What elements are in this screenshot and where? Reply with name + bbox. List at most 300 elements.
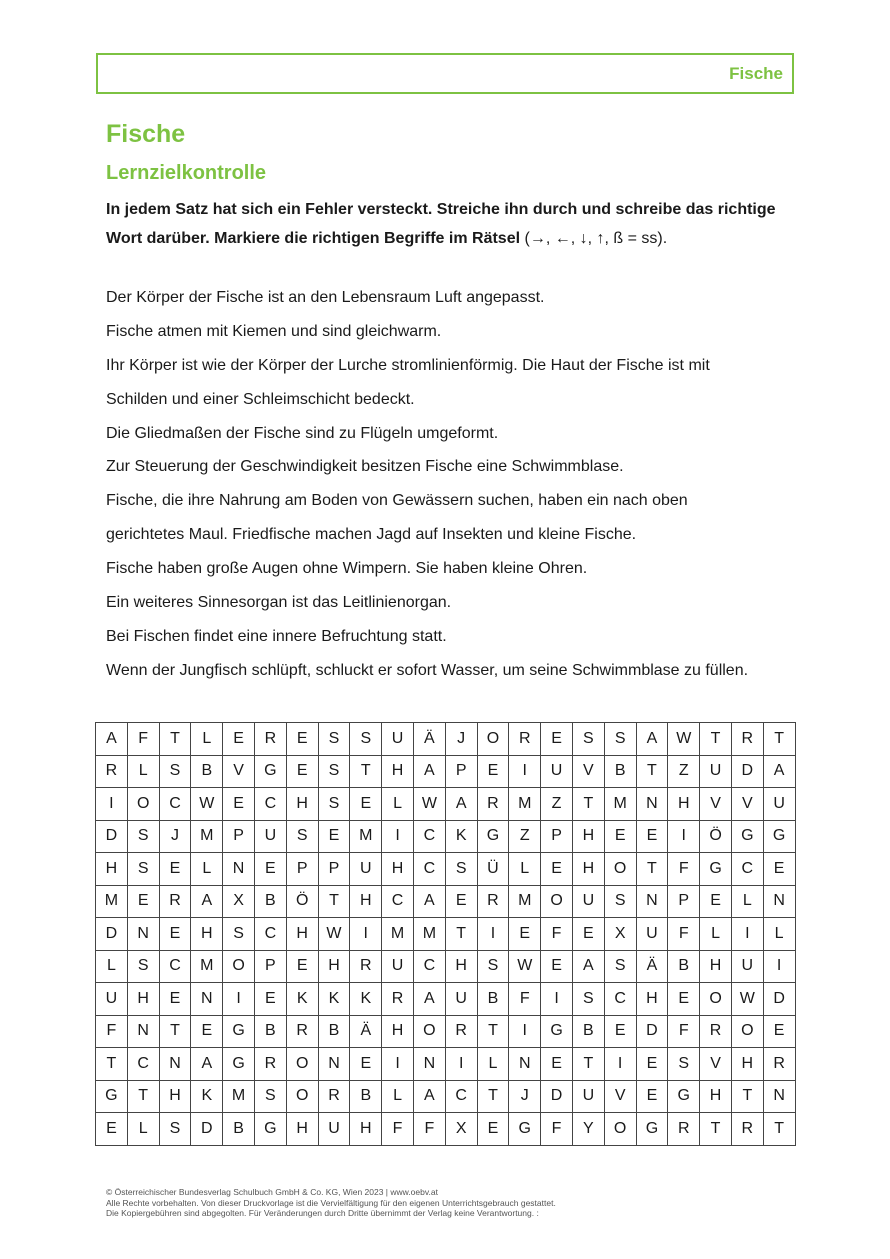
grid-cell[interactable]: F bbox=[668, 853, 700, 886]
grid-cell[interactable]: C bbox=[445, 1080, 477, 1113]
grid-cell[interactable]: A bbox=[413, 1080, 445, 1113]
grid-cell[interactable]: L bbox=[509, 853, 541, 886]
sentence-item: Fische atmen mit Kiemen und sind gleichwarm. bbox=[106, 322, 442, 340]
grid-cell[interactable]: U bbox=[445, 983, 477, 1016]
grid-cell[interactable]: E bbox=[96, 1113, 128, 1146]
grid-cell[interactable]: S bbox=[286, 820, 318, 853]
grid-cell[interactable]: W bbox=[318, 918, 350, 951]
grid-row bbox=[96, 950, 796, 983]
grid-cell[interactable]: H bbox=[318, 950, 350, 983]
grid-cell[interactable]: C bbox=[127, 1048, 159, 1081]
grid-cell[interactable]: C bbox=[413, 820, 445, 853]
grid-cell[interactable]: S bbox=[445, 853, 477, 886]
grid-cell[interactable]: J bbox=[159, 820, 191, 853]
grid-row bbox=[96, 918, 796, 951]
grid-cell[interactable]: W bbox=[509, 950, 541, 983]
grid-cell[interactable]: H bbox=[445, 950, 477, 983]
grid-cell[interactable]: I bbox=[382, 820, 414, 853]
grid-cell[interactable]: M bbox=[191, 820, 223, 853]
grid-cell[interactable]: E bbox=[541, 950, 573, 983]
grid-cell[interactable]: T bbox=[763, 1113, 795, 1146]
grid-cell[interactable]: N bbox=[763, 1080, 795, 1113]
grid-cell[interactable]: S bbox=[604, 950, 636, 983]
grid-cell[interactable]: D bbox=[763, 983, 795, 1016]
grid-cell[interactable]: K bbox=[350, 983, 382, 1016]
grid-cell[interactable]: E bbox=[604, 820, 636, 853]
grid-cell[interactable]: E bbox=[763, 1015, 795, 1048]
grid-cell[interactable]: U bbox=[318, 1113, 350, 1146]
grid-cell[interactable]: R bbox=[700, 1015, 732, 1048]
grid-cell[interactable]: Ä bbox=[350, 1015, 382, 1048]
grid-cell[interactable]: X bbox=[604, 918, 636, 951]
grid-cell[interactable]: H bbox=[286, 788, 318, 821]
grid-cell[interactable]: E bbox=[541, 853, 573, 886]
grid-cell[interactable]: I bbox=[477, 918, 509, 951]
grid-cell[interactable]: V bbox=[223, 755, 255, 788]
grid-cell[interactable]: U bbox=[572, 885, 604, 918]
grid-cell[interactable]: R bbox=[382, 983, 414, 1016]
grid-cell[interactable]: N bbox=[763, 885, 795, 918]
grid-cell[interactable]: R bbox=[445, 1015, 477, 1048]
grid-cell[interactable]: G bbox=[509, 1113, 541, 1146]
grid-cell[interactable]: I bbox=[382, 1048, 414, 1081]
grid-cell[interactable]: D bbox=[636, 1015, 668, 1048]
grid-cell[interactable]: Ä bbox=[413, 723, 445, 756]
grid-cell[interactable]: R bbox=[731, 1113, 763, 1146]
grid-cell[interactable]: X bbox=[445, 1113, 477, 1146]
grid-cell[interactable]: E bbox=[127, 885, 159, 918]
grid-cell[interactable]: E bbox=[159, 983, 191, 1016]
grid-cell[interactable]: E bbox=[636, 820, 668, 853]
grid-cell[interactable]: R bbox=[731, 723, 763, 756]
grid-cell[interactable]: S bbox=[318, 723, 350, 756]
grid-cell[interactable]: P bbox=[541, 820, 573, 853]
grid-cell[interactable]: U bbox=[636, 918, 668, 951]
grid-cell[interactable]: E bbox=[636, 1080, 668, 1113]
grid-cell[interactable]: T bbox=[159, 723, 191, 756]
grid-cell[interactable]: I bbox=[445, 1048, 477, 1081]
grid-cell[interactable]: O bbox=[286, 1048, 318, 1081]
grid-cell[interactable]: O bbox=[413, 1015, 445, 1048]
footer-line: Alle Rechte vorbehalten. Von dieser Druckvorlage ist die Vervielfältigung für den eigenen Unterrichtsgebrauch gestattet. bbox=[106, 1197, 556, 1208]
grid-cell[interactable]: V bbox=[700, 788, 732, 821]
grid-cell[interactable]: R bbox=[763, 1048, 795, 1081]
grid-cell[interactable]: U bbox=[254, 820, 286, 853]
grid-cell[interactable]: L bbox=[382, 1080, 414, 1113]
grid-cell[interactable]: E bbox=[509, 918, 541, 951]
grid-cell[interactable]: H bbox=[159, 1080, 191, 1113]
grid-cell[interactable]: F bbox=[541, 1113, 573, 1146]
grid-cell[interactable]: T bbox=[636, 853, 668, 886]
grid-cell[interactable]: G bbox=[223, 1048, 255, 1081]
grid-cell[interactable]: N bbox=[127, 1015, 159, 1048]
grid-cell[interactable]: E bbox=[700, 885, 732, 918]
grid-cell[interactable]: R bbox=[477, 788, 509, 821]
grid-cell[interactable]: B bbox=[223, 1113, 255, 1146]
grid-cell[interactable]: H bbox=[382, 755, 414, 788]
grid-cell[interactable]: N bbox=[509, 1048, 541, 1081]
grid-cell[interactable]: K bbox=[191, 1080, 223, 1113]
grid-cell[interactable]: S bbox=[668, 1048, 700, 1081]
grid-cell[interactable]: O bbox=[700, 983, 732, 1016]
grid-cell[interactable]: L bbox=[191, 853, 223, 886]
grid-cell[interactable]: E bbox=[541, 1048, 573, 1081]
grid-cell[interactable]: N bbox=[223, 853, 255, 886]
grid-cell[interactable]: E bbox=[223, 788, 255, 821]
grid-cell[interactable]: P bbox=[286, 853, 318, 886]
grid-cell[interactable]: A bbox=[413, 983, 445, 1016]
grid-cell[interactable]: C bbox=[413, 950, 445, 983]
word-search-grid bbox=[95, 722, 796, 1146]
grid-cell[interactable]: O bbox=[477, 723, 509, 756]
grid-cell[interactable]: U bbox=[541, 755, 573, 788]
grid-cell[interactable]: E bbox=[191, 1015, 223, 1048]
grid-cell[interactable]: K bbox=[445, 820, 477, 853]
grid-cell[interactable]: H bbox=[286, 918, 318, 951]
grid-cell[interactable]: A bbox=[636, 723, 668, 756]
grid-cell[interactable]: L bbox=[96, 950, 128, 983]
grid-cell[interactable]: E bbox=[668, 983, 700, 1016]
grid-cell[interactable]: E bbox=[286, 755, 318, 788]
grid-cell[interactable]: Z bbox=[509, 820, 541, 853]
grid-cell[interactable]: F bbox=[541, 918, 573, 951]
grid-cell[interactable]: H bbox=[350, 1113, 382, 1146]
grid-cell[interactable]: W bbox=[668, 723, 700, 756]
grid-cell[interactable]: R bbox=[96, 755, 128, 788]
grid-cell[interactable]: M bbox=[382, 918, 414, 951]
grid-cell[interactable]: D bbox=[96, 820, 128, 853]
grid-cell[interactable]: E bbox=[445, 885, 477, 918]
grid-cell[interactable]: U bbox=[572, 1080, 604, 1113]
grid-cell[interactable]: S bbox=[159, 1113, 191, 1146]
grid-cell[interactable]: O bbox=[604, 853, 636, 886]
grid-cell[interactable]: L bbox=[477, 1048, 509, 1081]
grid-cell[interactable]: E bbox=[159, 853, 191, 886]
grid-cell[interactable]: L bbox=[763, 918, 795, 951]
grid-cell[interactable]: S bbox=[223, 918, 255, 951]
grid-cell[interactable]: U bbox=[763, 788, 795, 821]
grid-cell[interactable]: L bbox=[127, 755, 159, 788]
grid-cell[interactable]: P bbox=[254, 950, 286, 983]
grid-cell[interactable]: M bbox=[96, 885, 128, 918]
grid-cell[interactable]: W bbox=[731, 983, 763, 1016]
grid-cell[interactable]: N bbox=[636, 885, 668, 918]
grid-cell[interactable]: M bbox=[191, 950, 223, 983]
grid-cell[interactable]: R bbox=[254, 723, 286, 756]
grid-cell[interactable]: M bbox=[509, 885, 541, 918]
grid-cell[interactable]: N bbox=[413, 1048, 445, 1081]
grid-cell[interactable]: I bbox=[509, 755, 541, 788]
grid-cell[interactable]: C bbox=[731, 853, 763, 886]
grid-cell[interactable]: B bbox=[254, 1015, 286, 1048]
grid-cell[interactable]: T bbox=[731, 1080, 763, 1113]
grid-cell[interactable]: H bbox=[286, 1113, 318, 1146]
grid-cell[interactable]: A bbox=[763, 755, 795, 788]
grid-cell[interactable]: G bbox=[668, 1080, 700, 1113]
grid-cell[interactable]: H bbox=[572, 853, 604, 886]
grid-cell[interactable]: H bbox=[382, 853, 414, 886]
grid-cell[interactable]: O bbox=[541, 885, 573, 918]
grid-cell[interactable]: L bbox=[382, 788, 414, 821]
grid-cell[interactable]: T bbox=[127, 1080, 159, 1113]
grid-cell[interactable]: P bbox=[668, 885, 700, 918]
grid-cell[interactable]: T bbox=[159, 1015, 191, 1048]
grid-cell[interactable]: E bbox=[763, 853, 795, 886]
grid-cell[interactable]: A bbox=[413, 755, 445, 788]
grid-cell[interactable]: E bbox=[477, 755, 509, 788]
grid-cell[interactable]: U bbox=[96, 983, 128, 1016]
grid-cell[interactable]: D bbox=[191, 1113, 223, 1146]
grid-cell[interactable]: H bbox=[572, 820, 604, 853]
grid-cell[interactable]: L bbox=[731, 885, 763, 918]
grid-cell[interactable]: H bbox=[731, 1048, 763, 1081]
grid-cell[interactable]: J bbox=[509, 1080, 541, 1113]
grid-cell[interactable]: E bbox=[636, 1048, 668, 1081]
grid-cell[interactable]: H bbox=[191, 918, 223, 951]
grid-cell[interactable]: S bbox=[572, 983, 604, 1016]
grid-cell[interactable]: R bbox=[254, 1048, 286, 1081]
grid-cell[interactable]: F bbox=[509, 983, 541, 1016]
grid-cell[interactable]: E bbox=[159, 918, 191, 951]
grid-cell[interactable]: O bbox=[127, 788, 159, 821]
grid-cell[interactable]: T bbox=[318, 885, 350, 918]
grid-cell[interactable]: O bbox=[223, 950, 255, 983]
grid-cell[interactable]: R bbox=[286, 1015, 318, 1048]
grid-cell[interactable]: E bbox=[254, 853, 286, 886]
grid-cell[interactable]: T bbox=[96, 1048, 128, 1081]
grid-cell[interactable]: T bbox=[350, 755, 382, 788]
grid-cell[interactable]: T bbox=[572, 1048, 604, 1081]
grid-cell[interactable]: B bbox=[191, 755, 223, 788]
grid-cell[interactable]: I bbox=[731, 918, 763, 951]
grid-cell[interactable]: C bbox=[413, 853, 445, 886]
grid-cell[interactable]: S bbox=[318, 755, 350, 788]
grid-cell[interactable]: B bbox=[668, 950, 700, 983]
grid-cell[interactable]: V bbox=[604, 1080, 636, 1113]
grid-cell[interactable]: I bbox=[223, 983, 255, 1016]
grid-cell[interactable]: R bbox=[477, 885, 509, 918]
grid-cell[interactable]: G bbox=[731, 820, 763, 853]
grid-cell[interactable]: N bbox=[636, 788, 668, 821]
grid-cell[interactable]: L bbox=[191, 723, 223, 756]
grid-cell[interactable]: I bbox=[541, 983, 573, 1016]
grid-cell[interactable]: V bbox=[700, 1048, 732, 1081]
grid-cell[interactable]: U bbox=[382, 950, 414, 983]
grid-cell[interactable]: C bbox=[382, 885, 414, 918]
grid-cell[interactable]: E bbox=[318, 820, 350, 853]
grid-cell[interactable]: B bbox=[350, 1080, 382, 1113]
instructions-bold: In jedem Satz hat sich ein Fehler versteckt. Streiche ihn durch und schreibe das richtige Wort darüber. Markiere die richtigen Begriffe im Rätsel bbox=[106, 201, 776, 247]
grid-cell[interactable]: E bbox=[572, 918, 604, 951]
grid-cell[interactable]: S bbox=[159, 755, 191, 788]
grid-cell[interactable]: K bbox=[286, 983, 318, 1016]
grid-cell[interactable]: Z bbox=[541, 788, 573, 821]
grid-cell[interactable]: S bbox=[572, 723, 604, 756]
grid-cell[interactable]: G bbox=[541, 1015, 573, 1048]
grid-cell[interactable]: E bbox=[350, 788, 382, 821]
grid-cell[interactable]: T bbox=[445, 918, 477, 951]
grid-cell[interactable]: Ö bbox=[700, 820, 732, 853]
grid-cell[interactable]: F bbox=[668, 918, 700, 951]
grid-cell[interactable]: F bbox=[668, 1015, 700, 1048]
grid-cell[interactable]: H bbox=[700, 950, 732, 983]
grid-cell[interactable]: C bbox=[159, 950, 191, 983]
grid-cell[interactable]: S bbox=[254, 1080, 286, 1113]
grid-cell[interactable]: P bbox=[223, 820, 255, 853]
grid-cell[interactable]: U bbox=[731, 950, 763, 983]
grid-cell[interactable]: A bbox=[572, 950, 604, 983]
grid-cell[interactable]: L bbox=[127, 1113, 159, 1146]
grid-cell[interactable]: Ü bbox=[477, 853, 509, 886]
grid-cell[interactable]: W bbox=[413, 788, 445, 821]
grid-cell[interactable]: P bbox=[445, 755, 477, 788]
sentence-item: Fische, die ihre Nahrung am Boden von Gewässern suchen, haben ein nach oben bbox=[106, 492, 688, 510]
grid-cell[interactable]: S bbox=[604, 885, 636, 918]
grid-cell[interactable]: O bbox=[731, 1015, 763, 1048]
grid-cell[interactable]: E bbox=[223, 723, 255, 756]
grid-cell[interactable]: R bbox=[318, 1080, 350, 1113]
grid-cell[interactable]: B bbox=[477, 983, 509, 1016]
grid-cell[interactable]: M bbox=[350, 820, 382, 853]
grid-cell[interactable]: E bbox=[477, 1113, 509, 1146]
grid-cell[interactable]: F bbox=[413, 1113, 445, 1146]
grid-cell[interactable]: T bbox=[700, 723, 732, 756]
grid-cell[interactable]: H bbox=[668, 788, 700, 821]
grid-cell[interactable]: R bbox=[350, 950, 382, 983]
grid-cell[interactable]: A bbox=[413, 885, 445, 918]
sentence-item: Die Gliedmaßen der Fische sind zu Flügeln umgeformt. bbox=[106, 424, 499, 442]
grid-cell[interactable]: I bbox=[668, 820, 700, 853]
grid-cell[interactable]: Y bbox=[572, 1113, 604, 1146]
grid-cell[interactable]: S bbox=[127, 950, 159, 983]
grid-cell[interactable]: H bbox=[382, 1015, 414, 1048]
grid-cell[interactable]: M bbox=[413, 918, 445, 951]
grid-row bbox=[96, 788, 796, 821]
grid-cell[interactable]: A bbox=[96, 723, 128, 756]
grid-cell[interactable]: U bbox=[382, 723, 414, 756]
grid-cell[interactable]: B bbox=[318, 1015, 350, 1048]
grid-cell[interactable]: N bbox=[159, 1048, 191, 1081]
grid-cell[interactable]: H bbox=[127, 983, 159, 1016]
grid-cell[interactable]: O bbox=[604, 1113, 636, 1146]
grid-cell[interactable]: U bbox=[350, 853, 382, 886]
sentence-item: Wenn der Jungfisch schlüpft, schluckt er sofort Wasser, um seine Schwimmblase zu füllen. bbox=[106, 661, 749, 679]
grid-cell[interactable]: J bbox=[445, 723, 477, 756]
grid-cell[interactable]: W bbox=[191, 788, 223, 821]
grid-cell[interactable]: T bbox=[763, 723, 795, 756]
grid-cell[interactable]: I bbox=[604, 1048, 636, 1081]
grid-cell[interactable]: Ö bbox=[286, 885, 318, 918]
grid-cell[interactable]: G bbox=[223, 1015, 255, 1048]
grid-cell[interactable]: C bbox=[254, 788, 286, 821]
grid-cell[interactable]: B bbox=[254, 885, 286, 918]
grid-cell[interactable]: I bbox=[350, 918, 382, 951]
grid-cell[interactable]: A bbox=[191, 885, 223, 918]
grid-cell[interactable]: C bbox=[159, 788, 191, 821]
grid-cell[interactable]: U bbox=[700, 755, 732, 788]
grid-cell[interactable]: H bbox=[350, 885, 382, 918]
grid-cell[interactable]: M bbox=[604, 788, 636, 821]
grid-cell[interactable]: E bbox=[254, 983, 286, 1016]
grid-cell[interactable]: S bbox=[604, 723, 636, 756]
grid-cell[interactable]: E bbox=[541, 723, 573, 756]
grid-cell[interactable]: G bbox=[477, 820, 509, 853]
grid-cell[interactable]: X bbox=[223, 885, 255, 918]
grid-cell[interactable]: S bbox=[477, 950, 509, 983]
grid-cell[interactable]: T bbox=[700, 1113, 732, 1146]
grid-cell[interactable]: O bbox=[286, 1080, 318, 1113]
grid-cell[interactable]: S bbox=[127, 853, 159, 886]
sentence-list bbox=[106, 286, 806, 693]
sentence-item: Fische haben große Augen ohne Wimpern. Sie haben kleine Ohren. bbox=[106, 560, 588, 578]
grid-cell[interactable]: C bbox=[604, 983, 636, 1016]
grid-cell[interactable]: Ä bbox=[636, 950, 668, 983]
grid-cell[interactable]: F bbox=[382, 1113, 414, 1146]
grid-cell[interactable]: F bbox=[96, 1015, 128, 1048]
grid-cell[interactable]: L bbox=[700, 918, 732, 951]
grid-cell[interactable]: E bbox=[350, 1048, 382, 1081]
grid-cell[interactable]: T bbox=[477, 1015, 509, 1048]
grid-cell[interactable]: V bbox=[572, 755, 604, 788]
grid-cell[interactable]: I bbox=[96, 788, 128, 821]
grid-cell[interactable]: R bbox=[668, 1113, 700, 1146]
grid-cell[interactable]: E bbox=[286, 723, 318, 756]
grid-cell[interactable]: G bbox=[254, 755, 286, 788]
grid-cell[interactable]: A bbox=[445, 788, 477, 821]
grid-cell[interactable]: S bbox=[127, 820, 159, 853]
grid-cell[interactable]: N bbox=[318, 1048, 350, 1081]
grid-cell[interactable]: K bbox=[318, 983, 350, 1016]
grid-cell[interactable]: M bbox=[509, 788, 541, 821]
grid-cell[interactable]: D bbox=[541, 1080, 573, 1113]
grid-cell[interactable]: H bbox=[700, 1080, 732, 1113]
grid-row bbox=[96, 853, 796, 886]
grid-cell[interactable]: F bbox=[127, 723, 159, 756]
grid-cell[interactable]: I bbox=[509, 1015, 541, 1048]
grid-cell[interactable]: M bbox=[223, 1080, 255, 1113]
grid-cell[interactable]: G bbox=[700, 853, 732, 886]
grid-cell[interactable]: S bbox=[350, 723, 382, 756]
grid-cell[interactable]: S bbox=[318, 788, 350, 821]
grid-cell[interactable]: G bbox=[763, 820, 795, 853]
grid-cell[interactable]: D bbox=[731, 755, 763, 788]
grid-cell[interactable]: B bbox=[604, 755, 636, 788]
grid-row bbox=[96, 1080, 796, 1113]
grid-cell[interactable]: H bbox=[636, 983, 668, 1016]
grid-cell[interactable]: V bbox=[731, 788, 763, 821]
grid-cell[interactable]: N bbox=[127, 918, 159, 951]
grid-cell[interactable]: T bbox=[636, 755, 668, 788]
grid-cell[interactable]: T bbox=[572, 788, 604, 821]
grid-cell[interactable]: A bbox=[191, 1048, 223, 1081]
grid-cell[interactable]: I bbox=[763, 950, 795, 983]
grid-cell[interactable]: R bbox=[159, 885, 191, 918]
grid-cell[interactable]: E bbox=[286, 950, 318, 983]
grid-cell[interactable]: P bbox=[318, 853, 350, 886]
grid-cell[interactable]: R bbox=[509, 723, 541, 756]
grid-cell[interactable]: C bbox=[254, 918, 286, 951]
grid-cell[interactable]: D bbox=[96, 918, 128, 951]
grid-cell[interactable]: G bbox=[636, 1113, 668, 1146]
grid-cell[interactable]: T bbox=[477, 1080, 509, 1113]
grid-cell[interactable]: Z bbox=[668, 755, 700, 788]
grid-cell[interactable]: G bbox=[96, 1080, 128, 1113]
grid-cell[interactable]: H bbox=[96, 853, 128, 886]
grid-cell[interactable]: E bbox=[604, 1015, 636, 1048]
grid-cell[interactable]: N bbox=[191, 983, 223, 1016]
grid-cell[interactable]: G bbox=[254, 1113, 286, 1146]
grid-cell[interactable]: B bbox=[572, 1015, 604, 1048]
